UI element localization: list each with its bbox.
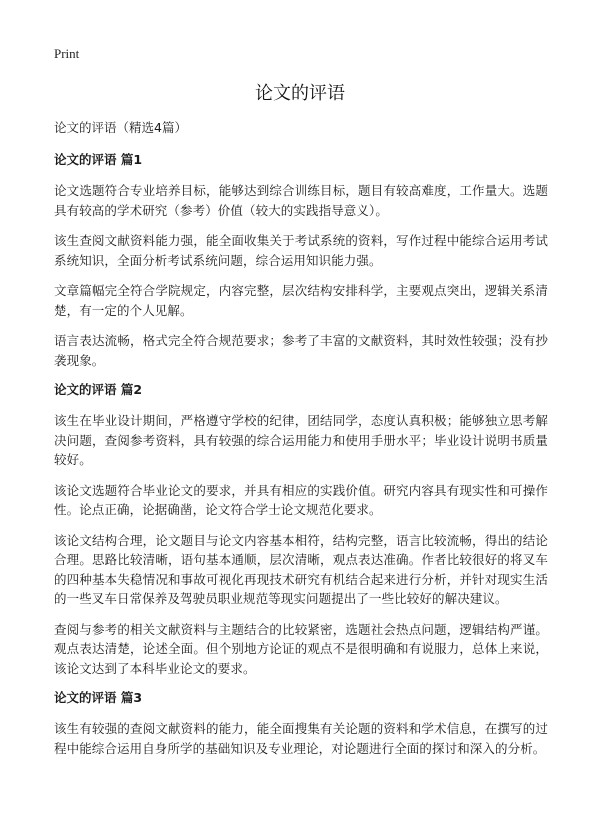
section-3 (54, 689, 548, 758)
paragraph: 语言表达流畅，格式完全符合规范要求；参考了丰富的文献资料，其时效性较强；没有抄袭现象。 (54, 333, 548, 368)
paragraph: 该生查阅文献资料能力强，能全面收集关于考试系统的资料，写作过程中能综合运用考试系统知识，全面分析考试系统问题，综合运用知识能力强。 (54, 233, 548, 268)
section-2 (54, 381, 548, 678)
paragraph: 该生在毕业设计期间，严格遵守学校的纪律，团结同学，态度认真积极；能够独立思考解决问题，查阅参考资料，具有较强的综合运用能力和使用手册水平；毕业设计说明书质量较好。 (54, 413, 548, 467)
paragraph: 该论文结构合理，论文题目与论文内容基本相符，结构完整，语言比较流畅，得出的结论合理。思路比较清晰，语句基本通顺，层次清晰，观点表达准确。作者比较很好的将叉车的四种基本失稳情况和事故可视化再现技术研究有机结合起来进行分析，并针对现实生活的一些叉车日常保养及驾驶员职业规范等现实问题提出了一些比较好的解决建议。 (54, 532, 548, 606)
document-body (54, 119, 548, 769)
section-1 (54, 151, 548, 370)
section-heading: 论文的评语 篇3 (54, 690, 143, 705)
paragraph: 该生有较强的查阅文献资料的能力，能全面搜集有关论题的资料和学术信息，在撰写的过程中能综合运用自身所学的基础知识及专业理论，对论题进行全面的探讨和深入的分析。 (54, 721, 548, 756)
document-subtitle: 论文的评语（精选4篇） (54, 120, 187, 135)
paragraph: 论文选题符合专业培养目标，能够达到综合训练目标，题目有较高难度，工作量大。选题具有较高的学术研究（参考）价值（较大的实践指导意义）。 (54, 183, 548, 218)
paragraph: 该论文选题符合毕业论文的要求，并具有相应的实践价值。研究内容具有现实性和可操作性。论点正确，论据确凿，论文符合学士论文规范化要求。 (54, 482, 548, 517)
paragraph: 查阅与参考的相关文献资料与主题结合的比较紧密，选题社会热点问题，逻辑结构严谨。观点表达清楚，论述全面。但个别地方论证的观点不是很明确和有说服力，总体上来说，该论文达到了本科毕业论文的要求。 (54, 621, 548, 676)
paragraph: 文章篇幅完全符合学院规定，内容完整，层次结构安排科学，主要观点突出，逻辑关系清楚，有一定的个人见解。 (54, 283, 548, 318)
page-title: 论文的评语 (255, 83, 345, 104)
section-heading: 论文的评语 篇1 (54, 152, 143, 167)
section-heading: 论文的评语 篇2 (54, 382, 143, 397)
print-link[interactable]: Print (54, 46, 80, 61)
